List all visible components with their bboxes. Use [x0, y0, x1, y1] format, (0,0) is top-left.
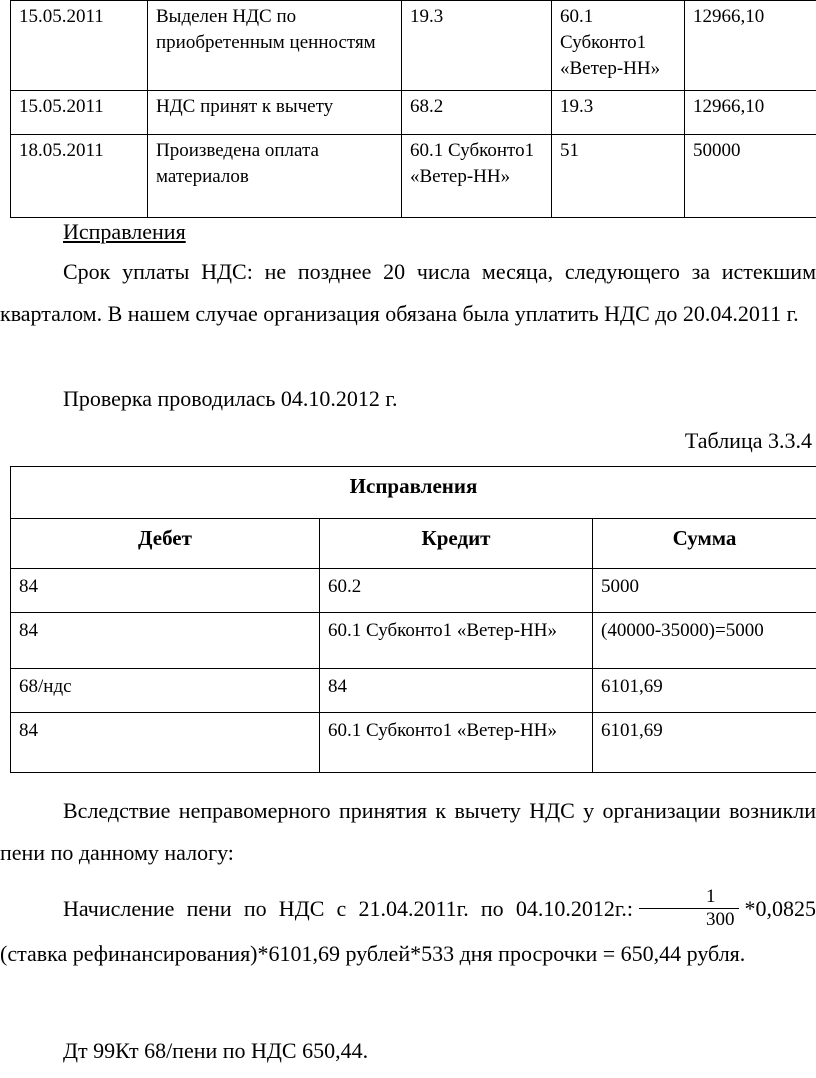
corrections-table [10, 466, 816, 773]
table-row [11, 613, 816, 669]
table-row [11, 91, 816, 135]
entry-debit: 68.2 [402, 91, 552, 135]
entry-credit: 60.1 Субконто1 «Ветер-НН» [552, 1, 685, 91]
entry-credit: 19.3 [552, 91, 685, 135]
correction-amount: 5000 [593, 569, 816, 613]
table-row [11, 569, 816, 613]
corrections-table-title: Исправления [11, 467, 816, 519]
correction-credit: 84 [320, 669, 593, 713]
penalty-calculation-paragraph [0, 888, 816, 975]
table-row [11, 1, 816, 91]
entry-date: 18.05.2011 [11, 135, 148, 218]
correction-amount: 6101,69 [593, 713, 816, 773]
fraction-numerator: 1 [639, 886, 739, 909]
correction-credit: 60.2 [320, 569, 593, 613]
entry-operation: Выделен НДС по приобретенным ценностям [148, 1, 402, 91]
correction-credit: 60.1 Субконто1 «Ветер-НН» [320, 613, 593, 669]
entry-debit: 60.1 Субконто1 «Ветер-НН» [402, 135, 552, 218]
correction-debit: 68/ндс [11, 669, 320, 713]
entry-amount: 12966,10 [685, 91, 816, 135]
entry-amount: 50000 [685, 135, 816, 218]
entry-amount: 12966,10 [685, 1, 816, 91]
correction-debit: 84 [11, 613, 320, 669]
column-header-amount: Сумма [593, 519, 816, 569]
correction-amount: 6101,69 [593, 669, 816, 713]
entry-operation: НДС принят к вычету [148, 91, 402, 135]
correction-debit: 84 [11, 713, 320, 773]
fraction-denominator: 300 [706, 909, 735, 931]
column-header-credit: Кредит [320, 519, 593, 569]
entry-date: 15.05.2011 [11, 91, 148, 135]
correction-credit: 60.1 Субконто1 «Ветер-НН» [320, 713, 593, 773]
entry-debit: 19.3 [402, 1, 552, 91]
correction-amount: (40000-35000)=5000 [593, 613, 816, 669]
entry-operation: Произведена оплата материалов [148, 135, 402, 218]
entry-date: 15.05.2011 [11, 1, 148, 91]
table-row [11, 713, 816, 773]
penalty-intro-paragraph: Вследствие неправомерного принятия к вычету НДС у организации возникли пени по данному налогу: [0, 798, 816, 865]
table-row [11, 669, 816, 713]
posting-paragraph: Дт 99Кт 68/пени по НДС 650,44. [63, 1038, 369, 1063]
correction-debit: 84 [11, 569, 320, 613]
entries-table [10, 0, 816, 218]
penalty-calc-prefix: Начисление пени по НДС с 21.04.2011г. по 04.10.2012г.: [63, 896, 633, 921]
corrections-heading: Исправления [63, 219, 186, 244]
table-row [11, 135, 816, 218]
vat-deadline-paragraph: Срок уплаты НДС: не позднее 20 числа месяца, следующего за истекшим кварталом. В нашем случае организация обязана была уплатить НДС до 20.04.2011 г. [0, 259, 816, 326]
inspection-paragraph: Проверка проводилась 04.10.2012 г. [63, 386, 398, 411]
column-header-debit: Дебет [11, 519, 320, 569]
fraction [639, 886, 739, 931]
table-caption: Таблица 3.3.4 [684, 428, 812, 453]
penalty-calc-suffix: *0,0825 (ставка рефинансирования)*6101,69 рублей*533 дня просрочки = 650,44 рубля. [0, 896, 816, 967]
entry-credit: 51 [552, 135, 685, 218]
